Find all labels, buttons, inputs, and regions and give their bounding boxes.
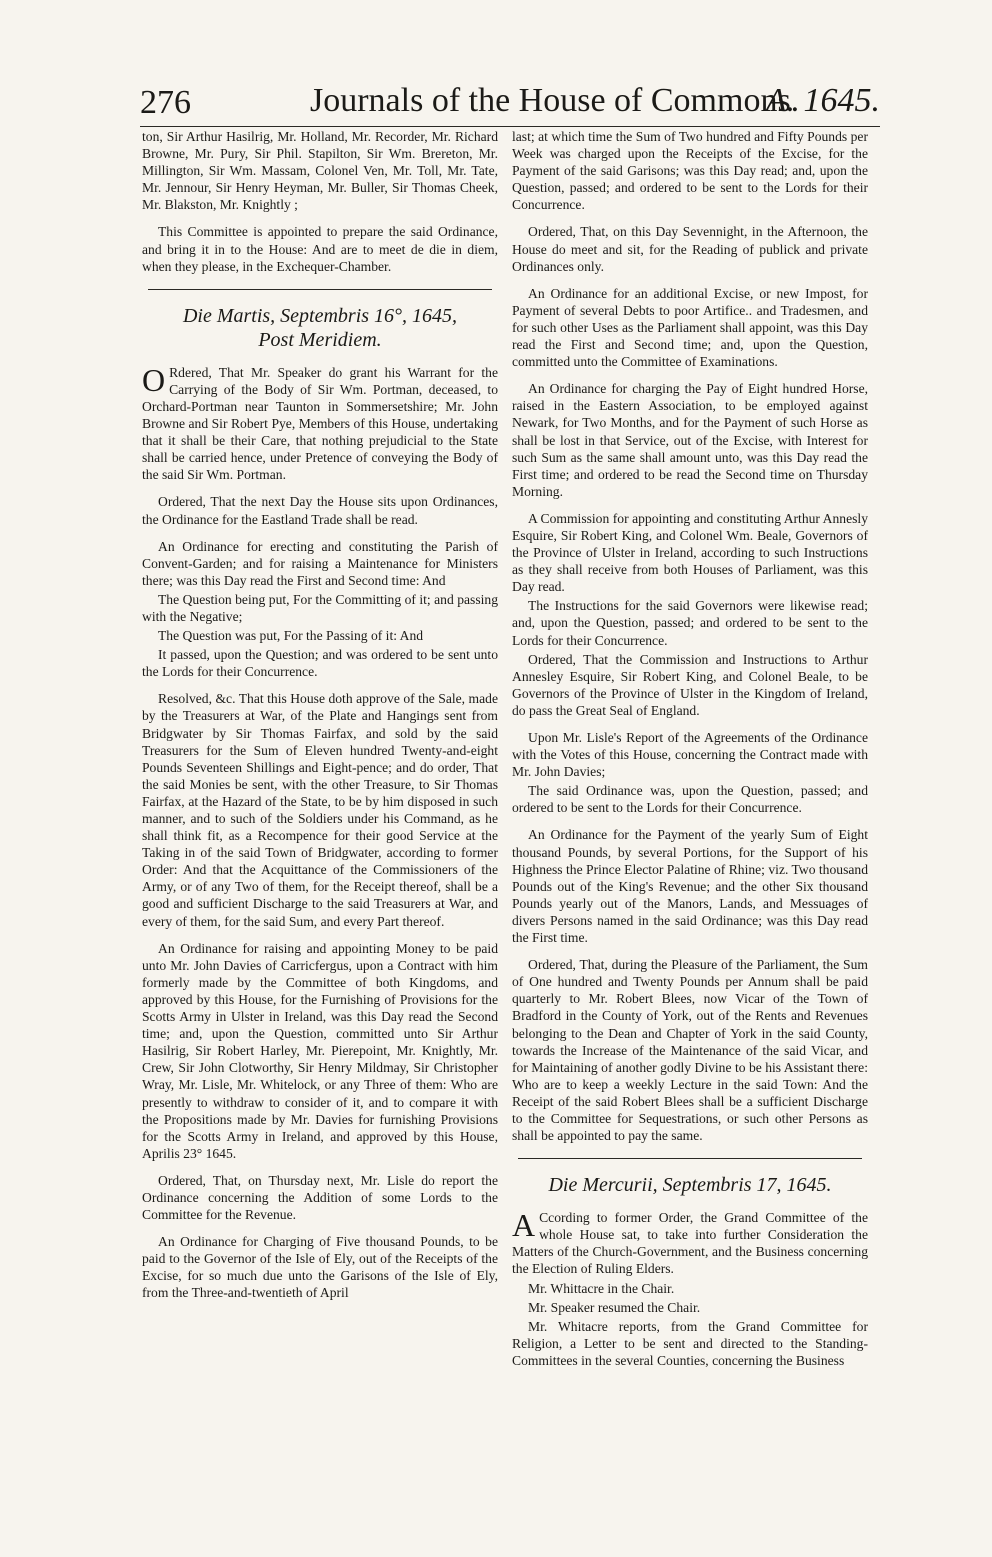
paragraph: An Ordinance for raising and appointing Money to be paid unto Mr. John Davies of Carricfergus, upon a Contract with him formerly made by the Committee of both Kingdoms, and approved by this House, for the Furnishing of Provisions for the Scotts Army in Ulster in Ireland, was this Day read the Second time; and, upon the Question, committed unto Sir Arthur Hasilrig, Sir Robert Harley, Mr. Pierepoint, Mr. Knightly, Mr. Crew, Sir John Clotworthy, Sir Henry Mildmay, Sir Christopher Wray, Mr. Lisle, Mr. Whitelock, or any Three of them: Who are presently to withdraw to consider of it, and to compare it with the Propositions made by Mr. Davies for furnishing Provisions for the Scotts Army in Ireland, and approved by this House, Aprilis 23° 1645.: [142, 940, 498, 1161]
paragraph: An Ordinance for erecting and constituting the Parish of Convent-Garden; and for raising a Maintenance for Ministers there; was this Day read the First and Second time: And: [142, 538, 498, 588]
paragraph: The said Ordinance was, upon the Question, passed; and ordered to be sent to the Lords for their Concurrence.: [512, 783, 868, 816]
paragraph: [142, 361, 498, 484]
paragraph-text: Rdered, That Mr. Speaker do grant his Warrant for the Carrying of the Body of Sir Wm. Portman, deceased, to Orchard-Portman near Taunton in Sommersetshire; Mr. John Browne and Sir Robert Pye, Members of this House, undertaking that it shall be their Care, that nothing prejudicial to the State shall be carried hence, under Pretence of conveying the Body of the said Sir Wm. Portman.: [142, 364, 498, 483]
paragraph: The Question was put, For the Passing of it: And: [158, 628, 424, 644]
running-title: Journals of the House of Commons.: [310, 82, 800, 119]
paragraph: An Ordinance for an additional Excise, or new Impost, for Payment of several Debts to poor Artifice.. and Tradesmen, and for such other Uses as the Parliament shall appoint, was this Day read the First and Second time; and, upon the Question, committed unto the Committee of Examinations.: [512, 285, 868, 370]
left-column: [142, 128, 498, 1312]
paragraph: Mr. Whittacre in the Chair.: [528, 1280, 675, 1296]
paragraph: Resolved, &c. That this House doth approve of the Sale, made by the Treasurers at War, of the Plate and Hangings sent from Bridgwater by Sir Thomas Fairfax, and sold by the said Treasurers for the Sum of Eleven hundred Twenty-and-eight Pounds Seventeen Shillings and Eight-pence; and do order, That the said Monies be sent, with the other Treasure, to Sir Thomas Fairfax, at the Hazard of the State, to be by him disposed in such manner, and to such of the Soldiers under his Command, as he shall think fit, as a Recompence for their good Service at the Taking in of the said Town of Bridgwater, according to former Order: And that the Acquittance of the Commissioners of the Army, or of any Two of them, for the Receipt thereof, shall be a good and sufficient Discharge to the said Treasurers at War, and every of them, for the said Sum, and every Part thereof.: [142, 691, 498, 929]
paragraph: Mr. Whitacre reports, from the Grand Committee for Religion, a Letter to be sent and directed to the Standing-Committees in the several Counties, concerning the Business: [512, 1318, 868, 1368]
paragraph: An Ordinance for Charging of Five thousand Pounds, to be paid to the Governor of the Isle of Ely, out of the Receipts of the Excise, for so much due unto the Garisons of the Isle of Ely, from the Three-and-twentieth of April: [142, 1234, 498, 1301]
paragraph: Ordered, That the Commission and Instructions to Arthur Annesley Esquire, Sir Robert King, and Colonel Beale, to be Governors of the Province of Ulster in the Kingdom of Ireland, do pass the Great Seal of England.: [512, 651, 868, 718]
paragraph: This Committee is appointed to prepare the said Ordinance, and bring it in to the House: And are to meet de die in diem, when they please, in the Exchequer-Chamber.: [142, 224, 498, 274]
paragraph: Ordered, That the next Day the House sits upon Ordinances, the Ordinance for the Eastland Trade shall be read.: [142, 494, 498, 527]
heading-line: Post Meridiem.: [258, 328, 382, 351]
paragraph: Ordered, That, during the Pleasure of the Parliament, the Sum of One hundred and Twenty Pounds per Annum shall be paid quarterly to Mr. Robert Blees, now Vicar of the Town of Bradford in the County of York, out of the Rents and Revenues belonging to the Dean and Chapter of York in the said County, towards the Increase of the Maintenance of the said Vicar, and for Maintaining of another godly Divine to be his Assistant there: Who are to keep a weekly Lecture in the said Town: And the Receipt of the said Robert Blees shall be a sufficient Discharge to the Committee for Sequestrations, or such other Persons as shall be appointed to pay the same.: [512, 957, 868, 1144]
right-column: [512, 128, 868, 1379]
page-number: 276: [140, 84, 191, 121]
section-heading: [142, 304, 498, 352]
paragraph: Mr. Speaker resumed the Chair.: [528, 1299, 701, 1315]
paragraph: last; at which time the Sum of Two hundred and Fifty Pounds per Week was charged upon the Receipts of the Excise, for the Payment of the said Garisons; was this Day read; and, upon the Question, passed; and ordered to be sent to the Lords for their Concurrence.: [512, 129, 868, 213]
section-divider: [518, 1158, 862, 1159]
section-divider: [148, 289, 492, 290]
paragraph: It passed, upon the Question; and was ordered to be sent unto the Lords for their Concurrence.: [142, 647, 498, 680]
paragraph: A Commission for appointing and constituting Arthur Annesly Esquire, Sir Robert King, and Colonel Wm. Beale, Governors of the Province of Ulster in Ireland, according to such Instructions as they shall receive from both Houses of Parliament, was this Day read.: [512, 510, 868, 595]
year-label: A. 1645.: [765, 82, 880, 119]
paragraph-text: Ccording to former Order, the Grand Committee of the whole House sat, to take into further Consideration the Matters of the Church-Government, and the Business concerning the Election of Ruling Elders.: [512, 1210, 868, 1277]
paragraph: Ordered, That, on Thursday next, Mr. Lisle do report the Ordinance concerning the Addition of some Lords to the Committee for the Revenue.: [142, 1172, 498, 1223]
paragraph: The Question being put, For the Committing of it; and passing with the Negative;: [142, 591, 498, 624]
paragraph: Upon Mr. Lisle's Report of the Agreements of the Ordinance with the Votes of this House, concerning the Contract made with Mr. John Davies;: [512, 730, 868, 780]
drop-cap: A: [512, 1207, 536, 1244]
paragraph: ton, Sir Arthur Hasilrig, Mr. Holland, Mr. Recorder, Mr. Richard Browne, Mr. Pury, Sir Phil. Stapilton, Sir Wm. Brereton, Mr. Millington, Sir Wm. Massam, Colonel Ven, Mr. Toll, Mr. Tate, Mr. Jennour, Sir Henry Heyman, Mr. Buller, Sir Thomas Cheek, Mr. Blakston, Mr. Knightly ;: [142, 129, 498, 213]
paragraph: An Ordinance for charging the Pay of Eight hundred Horse, raised in the Eastern Association, to be employed against Newark, for Two Months, and for the Payment of such Horse as shall be lost in that Service, out of the Excise, with Interest for such Sum as the same shall amount unto, was this Day read the First time; and ordered to be read the Second time on Thursday Morning.: [512, 381, 868, 499]
section-heading: Die Mercurii, Septembris 17, 1645.: [548, 1174, 832, 1197]
paragraph: Ordered, That, on this Day Sevennight, in the Afternoon, the House do meet and sit, for the Reading of publick and private Ordinances only.: [512, 224, 868, 274]
paragraph: [512, 1209, 868, 1277]
paragraph: An Ordinance for the Payment of the yearly Sum of Eight thousand Pounds, by several Portions, for the Support of his Highness the Prince Elector Palatine of Rhine; viz. Two thousand Pounds out of the King's Revenue; and the other Six thousand Pounds yearly out of the Manors, Lands, and Messuages of divers Persons named in the said Ordinance; was this Day read the First time.: [512, 827, 868, 946]
drop-cap: O: [142, 361, 166, 398]
page-header: [140, 80, 880, 127]
paragraph: The Instructions for the said Governors were likewise read; and, upon the Question, passed; and ordered to be sent to the Lords for their Concurrence.: [512, 598, 868, 648]
heading-line: Die Martis, Septembris 16°, 1645,: [182, 304, 458, 327]
